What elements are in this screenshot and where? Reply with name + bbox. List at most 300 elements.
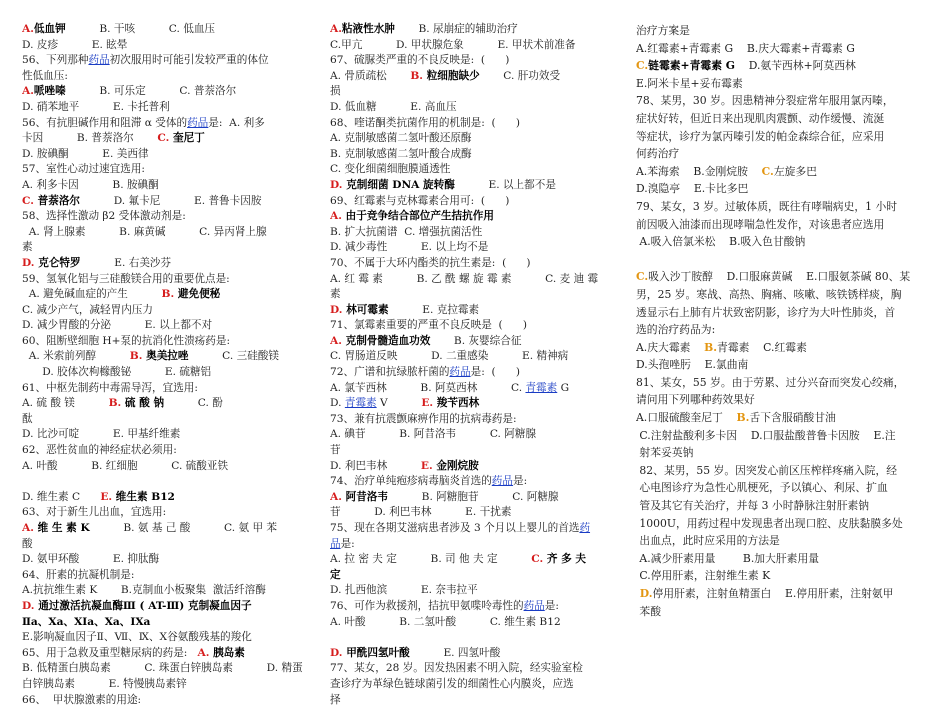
text-line (330, 240, 622, 256)
text-span: 择 (330, 693, 341, 706)
text-span: 停用肝素，注射鱼精蛋白 E.停用肝素，注射氨甲 (652, 587, 894, 600)
text-line (636, 479, 932, 497)
text-line (636, 145, 932, 163)
text-span: B. 阿糖胞苷 C. 阿糖腺 (388, 490, 559, 503)
text-line (22, 178, 318, 194)
text-span: C. 酚 (164, 397, 223, 410)
text-line (22, 116, 318, 132)
text-line (22, 131, 318, 147)
answer-letter: B. (161, 288, 175, 301)
text-line (22, 599, 318, 615)
text-line (22, 349, 318, 365)
text-line (330, 318, 622, 334)
answer-text: 定 (330, 568, 341, 581)
answer-letter: D. (22, 256, 35, 269)
answer-text: 甲酰四氢叶酸 (342, 646, 410, 659)
text-span: 男，25 岁。寒战、高热、胸痛、咳嗽、咳铁锈样痰，胸 (636, 287, 902, 301)
text-span: 72、广谱和抗绿脓杆菌的 (330, 366, 450, 379)
text-line (22, 318, 318, 334)
text-span: A. 利多卡因 B. 胺碘酮 (22, 178, 159, 191)
text-span: A.减少肝素用量 B.加大肝素用量 (636, 551, 820, 565)
answer-letter: E. (421, 397, 434, 410)
text-line (330, 583, 622, 599)
text-span: C. 胃肠道反映 D. 二重感染 E. 精神病 (330, 350, 569, 363)
answer-text: 粒细胞缺少 (423, 69, 480, 82)
text-span: 79、某女，3 岁。过敏体质，既往有哮喘病史，1 小时 (636, 199, 898, 213)
text-line (636, 427, 932, 445)
answer-text: 金刚烷胺 (432, 459, 479, 472)
text-span: 78、某男，30 岁。因患精神分裂症常年服用氯丙嗪， (636, 94, 894, 108)
text-span: 初次服用时可能引发较严重的体位 (109, 54, 269, 67)
text-line (22, 287, 318, 303)
text-span: 选的治疗药品为: (636, 323, 716, 337)
answer-text: 哌唑嗪 (33, 85, 66, 98)
text-span: 左旋多巴 (773, 164, 817, 178)
text-span: A.红霉素+青霉素 G B.庆大霉素+青霉素 G (636, 41, 855, 55)
text-line (636, 515, 932, 533)
text-line (330, 100, 622, 116)
text-span: A.吸入倍氯米松 B.吸入色甘酸钠 (636, 235, 806, 249)
text-span: A. 叶酸 B. 二氢叶酸 C. 维生素 B12 (330, 615, 561, 628)
text-line (636, 409, 932, 427)
answer-letter: A. (330, 490, 342, 503)
text-span: A. 红 霉 素 B. 乙 酰 螺 旋 霉 素 C. 麦 迪 霉 (330, 272, 599, 285)
text-line (330, 427, 622, 443)
text-line (636, 110, 932, 128)
text-line (22, 615, 318, 631)
text-line (330, 552, 622, 568)
text-span: 苷 (330, 444, 341, 457)
text-line (22, 209, 318, 225)
text-line (636, 40, 932, 58)
answer-text: 齐 多 夫 (543, 553, 587, 566)
text-line (330, 162, 622, 178)
answer-letter: A. (22, 23, 34, 35)
text-line (330, 505, 622, 521)
text-span: 舌下含服硝酸甘油 (749, 411, 836, 425)
text-span: D.氨苄西林+阿莫西林 (734, 59, 856, 73)
answer-letter: A. (22, 522, 34, 534)
answer-text: 由于竞争结合部位产生拮抗作用 (341, 210, 494, 223)
text-line (22, 334, 318, 350)
text-span: 56、下列那种 (22, 54, 89, 67)
text-line (330, 22, 622, 38)
answer-letter: B. (736, 411, 750, 425)
answer-letter: A. (330, 210, 342, 223)
text-line (330, 490, 622, 506)
text-span: 82、某男，55 岁。因突发心前区压榨样疼痛入院，经 (636, 463, 898, 477)
text-span: 70、不属于大环内酯类的抗生素是: ( ) (330, 256, 531, 269)
column-left (22, 22, 318, 708)
column-middle (330, 22, 622, 708)
text-line (330, 396, 622, 412)
text-line (330, 443, 622, 459)
answer-letter: A. (197, 646, 210, 659)
text-line (22, 537, 318, 553)
text-span: B. 克制敏感菌二氢叶酸合成酶 (330, 147, 472, 160)
answer-letter: E. (100, 490, 113, 503)
drug-link[interactable]: 药品 (88, 54, 110, 67)
text-span: 透显示右上肺有片状致密阴影，诊疗为大叶性肺炎，首 (636, 305, 896, 319)
text-line (330, 84, 622, 100)
answer-letter: D. (636, 587, 653, 600)
text-span: 是: A. 利多 (208, 116, 265, 129)
text-line (330, 474, 622, 490)
text-line (22, 147, 318, 163)
text-line (22, 22, 318, 38)
text-line (330, 131, 622, 147)
text-span: A. 拉 密 夫 定 B. 司 他 夫 定 (330, 553, 532, 566)
text-span: C.甲亢 D. 甲状腺危象 E. 甲状术前准备 (330, 38, 576, 51)
drug-link[interactable]: 品 (330, 537, 341, 550)
text-line (330, 225, 622, 241)
text-span: 62、恶性贫血的神经症状必须用: (22, 444, 177, 457)
text-span: D. 氟卡尼 E. 普鲁卡因胺 (80, 194, 262, 207)
text-span: C. 三硅酸镁 (188, 350, 280, 363)
text-span: 请问用下列哪种药效果好 (636, 393, 755, 407)
text-line (636, 444, 932, 462)
text-span: A. 避免碱血症的产生 (22, 288, 162, 301)
text-span: E.影响凝血因子Ⅱ、Ⅶ、Ⅸ、Ⅹ谷氨酸残基的羧化 (22, 631, 252, 644)
text-line (636, 391, 932, 409)
answer-text: 维 生 素 K (33, 522, 90, 534)
text-span: D.头孢唑肟 E.氯曲南 (636, 358, 749, 372)
text-span: 症状好转，但近日来出现肌肉震颤、动作缓慢、流涎 (636, 111, 885, 125)
text-span: 68、喹诺酮类抗菌作用的机制是: ( ) (330, 116, 520, 129)
text-span: D. 硝苯地平 E. 卡托普利 (22, 100, 170, 113)
text-span: 77、某女，28 岁。因发热困素不明入院，经实验室检 (330, 662, 583, 675)
text-line (22, 646, 318, 662)
answer-letter: C. (761, 164, 774, 178)
text-span: 65、用于急救及重型糖尿病的药是: (22, 646, 198, 659)
answer-letter: C. (636, 59, 649, 73)
text-line (636, 356, 932, 374)
text-line (22, 38, 318, 54)
answer-text: 低血钾 (33, 23, 66, 35)
text-span: C.停用肝素，注射维生素 K (636, 569, 771, 583)
text-span: B. 灰婴综合征 (430, 334, 522, 347)
text-line (636, 22, 932, 40)
text-line (330, 178, 622, 194)
text-line (330, 365, 622, 381)
text-span: D. 胺碘酮 E. 美西律 (22, 147, 149, 160)
text-line (330, 303, 622, 319)
text-span: B. 尿崩症的辅助治疗 (394, 23, 518, 35)
text-span: E. 四氢叶酸 (409, 646, 501, 659)
text-line (330, 693, 622, 708)
text-line (22, 443, 318, 459)
text-line (636, 304, 932, 322)
text-line (636, 268, 932, 286)
text-line (22, 365, 318, 381)
answer-text: 阿昔洛韦 (341, 490, 388, 503)
text-span: D. 扎西他滨 E. 奈韦拉平 (330, 584, 478, 597)
text-span: 是: ( ) (470, 366, 520, 379)
text-line (330, 661, 622, 677)
text-span: A. 肾上腺素 B. 麻黄碱 C. 异丙肾上腺 (22, 225, 267, 238)
text-span: V (376, 397, 422, 410)
text-span: 治疗方案是 (636, 24, 690, 37)
text-span: 青霉素 C.红霉素 (717, 340, 807, 354)
text-line (22, 583, 318, 599)
text-line (330, 537, 622, 553)
text-line (22, 568, 318, 584)
text-line (636, 286, 932, 304)
text-span: D. 减少毒性 E. 以上均不是 (330, 241, 489, 254)
answer-text: Ⅱa、Ⅹa、ⅩⅠa、Ⅹa、ⅠⅩa (22, 615, 151, 628)
text-span: 吸入沙丁胺醇 D.口服麻黄碱 E.口服氨茶碱 80、某 (648, 270, 911, 284)
text-span: 苯酸 (636, 604, 662, 618)
text-span: A.苯海索 B.金刚烷胺 (636, 164, 762, 178)
text-line (636, 550, 932, 568)
answer-letter: A. (330, 23, 342, 35)
text-line (330, 381, 622, 397)
text-span: D. 维生素 C (22, 490, 101, 503)
text-span: C. 肝功效受 (479, 69, 561, 82)
text-line (22, 474, 318, 490)
drug-link[interactable]: 药品 (449, 366, 471, 379)
text-span: B. 扩大抗菌谱 C. 增强抗菌活性 (330, 225, 483, 238)
text-line (636, 216, 932, 234)
text-span: 出血点，此时应采用的方法是 (636, 534, 780, 548)
drug-link[interactable]: 药 (579, 522, 591, 534)
text-span: 心电图诊疗为急性心肌梗死，予以镇心、利尿、扩血 (636, 481, 888, 495)
text-line (636, 180, 932, 198)
text-line (636, 321, 932, 339)
text-span: 1000U，用药过程中发现患者出现口腔、皮肤黏膜多处 (636, 516, 903, 530)
answer-text: 克仑特罗 (34, 256, 81, 269)
answer-text: 避免便秘 (174, 288, 221, 301)
text-line (330, 194, 622, 210)
text-line (330, 599, 622, 615)
text-span: 酞 (22, 412, 33, 425)
text-line (22, 272, 318, 288)
answer-letter: B. (410, 69, 423, 82)
text-line (22, 396, 318, 412)
text-line (22, 303, 318, 319)
answer-letter: D. (22, 599, 35, 612)
text-line (22, 459, 318, 475)
answer-letter: E. (420, 459, 433, 472)
text-span: A.抗抗维生素 K B.克制血小板聚集 激活纤溶酶 (22, 584, 266, 597)
answer-letter: C. (157, 132, 170, 145)
text-line (22, 661, 318, 677)
text-span: 66、 甲状腺激素的用途: (22, 693, 142, 706)
text-line (330, 349, 622, 365)
text-span: A. 叶酸 B. 红细胞 C. 硫酸亚铁 (22, 459, 229, 472)
text-line (330, 630, 622, 646)
text-line (22, 162, 318, 178)
drug-link[interactable]: 青霉素 (525, 381, 558, 394)
text-line (22, 505, 318, 521)
text-line (330, 334, 622, 350)
text-line (22, 412, 318, 428)
answer-letter: D. (330, 178, 343, 191)
text-line (330, 677, 622, 693)
text-line (22, 225, 318, 241)
text-line (330, 459, 622, 475)
text-span: 69、红霉素与克林霉素合用可: ( ) (330, 194, 510, 207)
text-span: E. 右美沙芬 (80, 256, 172, 269)
text-span: 查诊疗为革绿色链球菌引发的细菌性心内膜炎，应选 (330, 677, 574, 690)
answer-letter: C. (22, 194, 34, 207)
text-line (330, 272, 622, 288)
text-span: D. 皮疹 E. 眩晕 (22, 38, 128, 51)
drug-link[interactable]: 青霉素 (344, 397, 377, 410)
text-span: 57、室性心动过速宜选用: (22, 163, 145, 176)
text-line (22, 630, 318, 646)
text-line (22, 521, 318, 537)
text-span: 素 (22, 241, 33, 254)
drug-link[interactable]: 药品 (523, 599, 545, 612)
text-span: E. 以上都不是 (454, 178, 556, 191)
text-span: 60、阻断壁细胞 H+泵的抗消化性溃疡药是: (22, 334, 231, 347)
text-span: D.溴隐亭 E.卡比多巴 (636, 182, 749, 196)
text-line (636, 462, 932, 480)
text-span: 64、肝素的抗凝机制是: (22, 568, 135, 581)
text-line (636, 92, 932, 110)
drug-link[interactable]: 药品 (491, 475, 513, 488)
text-line (22, 69, 318, 85)
text-line (636, 198, 932, 216)
answer-text: 胰岛素 (209, 646, 245, 659)
text-span: A.口服硫酸奎尼丁 (636, 411, 737, 425)
text-line (22, 693, 318, 708)
text-line (330, 521, 622, 537)
text-line (636, 585, 932, 603)
text-span: B. 可乐定 C. 普萘洛尔 (65, 85, 237, 98)
text-span: 素 (330, 288, 341, 301)
text-span: 76、可作为救援剂，拮抗甲氨喋呤毒性的 (330, 599, 524, 612)
answer-letter: A. (22, 85, 34, 98)
text-span: C.注射盐酸利多卡因 D.口服盐酸普鲁卡因胺 E.注 (636, 428, 896, 442)
text-span: A. 氯苄西林 B. 阿莫西林 C. (330, 381, 526, 394)
text-span: D. 氨甲环酸 E. 抑肽酶 (22, 553, 160, 566)
text-span: 苷 D. 利巴韦林 E. 干扰素 (330, 506, 512, 519)
answer-text: 奎尼丁 (169, 132, 205, 145)
text-span: 卡因 B. 普萘洛尔 (22, 132, 158, 145)
answer-text: 链霉素+青霉素 G (648, 59, 735, 73)
answer-text: 通过激活抗凝血酶Ⅲ ( AT-Ⅲ) 克制凝血因子 (34, 599, 252, 612)
text-line (636, 251, 932, 269)
text-span: E.阿米卡星+妥布霉素 (636, 76, 743, 90)
answer-letter: A. (330, 334, 342, 347)
text-span: 73、兼有抗震颤麻痹作用的抗病毒药是: (330, 412, 517, 425)
text-line (636, 603, 932, 621)
text-line (330, 147, 622, 163)
text-line (636, 75, 932, 93)
answer-text: 普萘洛尔 (33, 194, 81, 207)
text-span: E. 克拉霉素 (388, 303, 480, 316)
text-line (330, 53, 622, 69)
text-span: 59、氢氧化铝与三硅酸镁合用的重要优点是: (22, 272, 230, 285)
text-line (330, 256, 622, 272)
text-line (636, 374, 932, 392)
text-span: 81、某女，55 岁。由于劳累、过分兴奋而突发心绞痛， (636, 375, 905, 389)
text-span: B. 氨 基 己 酸 C. 氨 甲 苯 (89, 522, 277, 534)
drug-link[interactable]: 药品 (187, 116, 209, 129)
text-span: 75、现在各期艾滋病患者涉及 3 个月以上婴儿的首选 (330, 522, 580, 534)
text-span: 酸 (22, 537, 33, 550)
text-line (330, 568, 622, 584)
text-span: D. 比沙可啶 E. 甲基纤维素 (22, 428, 181, 441)
text-line (330, 287, 622, 303)
text-span: G (557, 381, 570, 394)
text-line (22, 53, 318, 69)
text-span: 损 (330, 85, 341, 98)
text-span: B. 干咳 C. 低血压 (65, 23, 216, 35)
text-span: D. (330, 397, 345, 410)
text-span: 67、硫脲类严重的不良反映是: ( ) (330, 54, 510, 67)
answer-text: 奥美拉唑 (142, 350, 189, 363)
answer-letter: B. (129, 350, 143, 363)
answer-text: 硫 酸 钠 (121, 397, 165, 410)
text-line (636, 497, 932, 515)
text-line (22, 427, 318, 443)
text-span: 前因吸入油漆而出现哮喘急性发作，对该患者应选用 (636, 217, 885, 231)
text-span: 射苯妥英钠 (636, 446, 694, 460)
answer-text: 粘液性水肿 (341, 23, 395, 35)
text-span: A. 骨质疏松 (330, 69, 411, 82)
text-span: 是: (544, 599, 559, 612)
text-line (330, 615, 622, 631)
text-line (22, 240, 318, 256)
text-line (636, 57, 932, 75)
text-span: A. 克制敏感菌二氢叶酸还原酶 (330, 132, 472, 145)
text-span: 何药治疗 (636, 147, 680, 161)
text-span: A.庆大霉素 (636, 340, 705, 354)
text-line (22, 381, 318, 397)
text-line (22, 256, 318, 272)
answer-text: 林可霉素 (342, 303, 389, 316)
text-line (330, 646, 622, 662)
text-line (636, 339, 932, 357)
text-line (22, 84, 318, 100)
text-span: C. 减少产气，减轻胃内压力 (22, 303, 153, 316)
text-span: 71、氯霉素重要的严重不良反映是 ( ) (330, 319, 527, 332)
answer-text: 克制细菌 DNA 旋转酶 (342, 178, 455, 191)
text-span: A. 米索前列醇 (22, 350, 130, 363)
answer-letter: B. (704, 340, 718, 354)
text-span: 63、对于新生儿出血，宜选用: (22, 506, 167, 519)
text-line (636, 532, 932, 550)
text-line (22, 100, 318, 116)
answer-text: 维生素 B12 (112, 490, 175, 503)
text-span: D. 减少胃酸的分泌 E. 以上都不对 (22, 319, 213, 332)
text-span: D. 低血糖 E. 高血压 (330, 100, 457, 113)
text-line (636, 567, 932, 585)
text-line (22, 194, 318, 210)
text-span: B. 低精蛋白胰岛素 C. 珠蛋白锌胰岛素 D. 精蛋 (22, 662, 303, 675)
text-line (636, 163, 932, 181)
answer-letter: B. (108, 397, 122, 410)
answer-letter: D. (330, 303, 343, 316)
text-line (22, 490, 318, 506)
text-line (330, 69, 622, 85)
text-line (330, 209, 622, 225)
text-line (22, 552, 318, 568)
text-span: 61、中枢先制药中毒需导泻，宜选用: (22, 381, 198, 394)
text-span: D. 胶体次枸橼酸铋 E. 硫糖铝 (22, 366, 212, 379)
text-span: 是: (512, 475, 528, 488)
answer-text: 克制骨髓造血功效 (341, 334, 431, 347)
text-span: 管及其它有关治疗，并每 3 小时静脉注射肝素钠 (636, 499, 870, 513)
text-span: 56、有抗胆碱作用和阻滞 α 受体的 (22, 116, 188, 129)
text-span: A. 碘苷 B. 阿昔洛韦 C. 阿糖腺 (330, 428, 537, 441)
text-line (330, 116, 622, 132)
text-line (636, 128, 932, 146)
text-span: C. 变化细菌细胞膜通透性 (330, 163, 451, 176)
